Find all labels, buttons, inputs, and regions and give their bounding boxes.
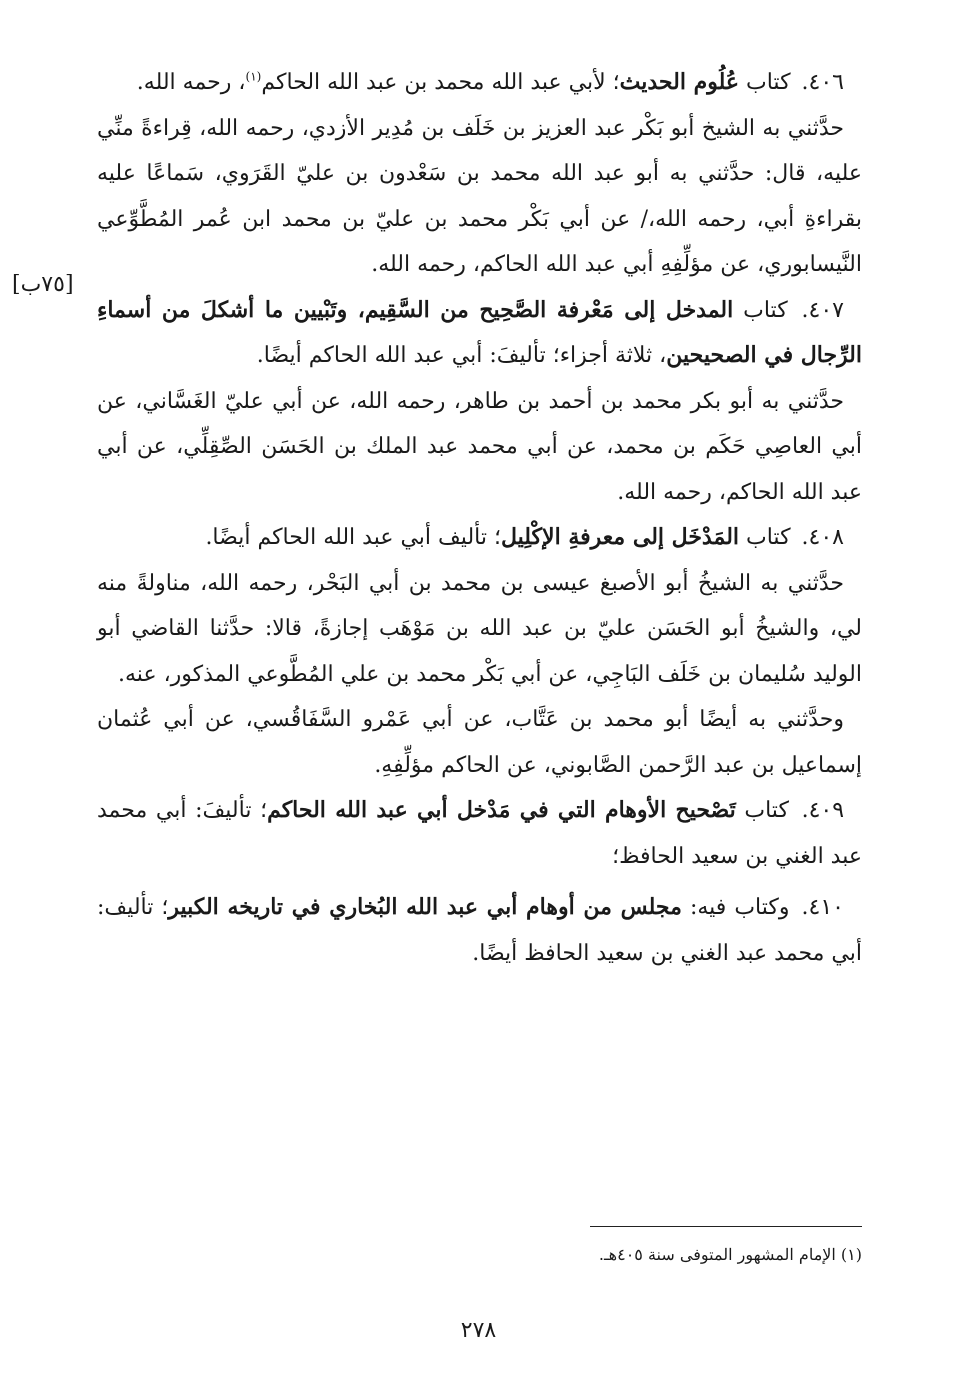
entry-410 xyxy=(97,885,862,976)
entry-prefix: وكتاب فيه: xyxy=(689,895,790,920)
entry-prefix: كتاب xyxy=(743,297,788,323)
entry-number: ٤٠٧. xyxy=(801,297,844,323)
footnote-divider xyxy=(590,1226,862,1227)
entry-407-chain: حدَّثني به أبو بكر محمد بن أحمد بن طاهر، رحمه الله، عن أبي عليّ الغَسَّاني، عن أبي العاصِي حَكَم بن محمد، عن أبي محمد عبد الملك بن الحَسَن الصِّقِلِّي، عن أبي عبد الله الحاكم، رحمه الله. xyxy=(97,388,862,505)
entry-408 xyxy=(97,515,862,561)
entry-rest: ؛ تأليف أبي عبد الله الحاكم أيضًا. xyxy=(205,525,501,550)
entry-title: تَصْحيح الأوهام التي في مَدْخل أبي عبد الله الحاكم xyxy=(267,797,736,823)
entry-number: ٤١٠. xyxy=(801,895,844,920)
entry-prefix: كتاب xyxy=(744,798,789,823)
footnote: (١) الإمام المشهور المتوفى سنة ٤٠٥هـ. xyxy=(598,1245,862,1264)
entry-406 xyxy=(97,60,862,106)
entry-prefix: كتاب xyxy=(746,70,791,95)
entry-rest: ، ثلاثة أجزاء؛ تأليفَ: أبي عبد الله الحاكم أيضًا. xyxy=(256,343,667,368)
entry-title: مجلس من أوهام أبي عبد الله البُخاري في تاريخه الكبير xyxy=(168,894,682,920)
entry-title: المَدْخَل إلى معرفةِ الإكْلِيل xyxy=(500,524,740,550)
entry-rest: ؛ تأليفَ: أبي محمد عبد الغني بن سعيد الحافظ؛ xyxy=(97,798,862,869)
footnote-marker: (١) xyxy=(245,69,262,84)
page-number: ٢٧٨ xyxy=(460,1318,497,1343)
entry-title: المدخل إلى مَعْرفة الصَّحِيح من السَّقِيم، وتَبْيين ما أشكلَ من أسماءِ الرِّجال في الصحيحين xyxy=(97,296,862,368)
entry-prefix: كتاب xyxy=(746,525,791,550)
entry-title: عُلُوم الحديث xyxy=(619,69,740,95)
entry-rest: ؛ تأليف: أبي محمد عبد الغني بن سعيد الحافظ أيضًا. xyxy=(97,895,862,966)
entry-end: ، رحمه الله. xyxy=(136,70,246,95)
entry-number: ٤٠٦. xyxy=(801,70,844,95)
entry-number: ٤٠٨. xyxy=(801,525,844,550)
manuscript-folio-note: [٧٥ب] xyxy=(12,272,74,297)
entry-409 xyxy=(97,788,862,879)
entry-rest: ؛ لأبي عبد الله محمد بن عبد الله الحاكم xyxy=(261,70,620,95)
entry-408-chain-1: حدَّثني به الشيخُ أبو الأصبغ عيسى بن محمد بن أبي البَحْر، رحمه الله، مناولةً منه لي، والشيخُ أبو الحَسَن عليّ بن عبد الله بن مَوْهَب إجازةً، قالا: حدَّثنا القاضي أبو الوليد سُليمان بن خَلَف البَاجِي، عن أبي بَكْر محمد بن علي المُطَّوعي المذكور، عنه. xyxy=(97,570,862,687)
entry-number: ٤٠٩. xyxy=(801,798,845,823)
entry-406-chain: حدَّثني به الشيخ أبو بَكْر عبد العزيز بن خَلَف بن مُدِير الأزدي، رحمه الله، قِراءةً منِّي عليه، قال: حدَّثني به أبو عبد الله محمد بن سَعْدون بن عليّ القَرَوي، سَماعًا عليه بقراءةِ أبي، رحمه الله،/ عن أبي بَكْر محمد بن عليّ بن محمد ابن عُمر المُطَّوِّعي النَّيسابوري، عن مؤلِّفِهِ أبي عبد الله الحاكم، رحمه الله. xyxy=(97,115,862,277)
entry-407 xyxy=(97,288,862,379)
entry-408-chain-2: وحدَّثني به أيضًا أبو محمد بن عَتَّاب، عن أبي عَمْرو السَّفَاقُسي، عن أبي عُثمان إسماعيل بن عبد الرَّحمن الصَّابوني، عن الحاكم مؤلِّفِهِ. xyxy=(97,707,862,778)
main-text xyxy=(97,60,862,976)
